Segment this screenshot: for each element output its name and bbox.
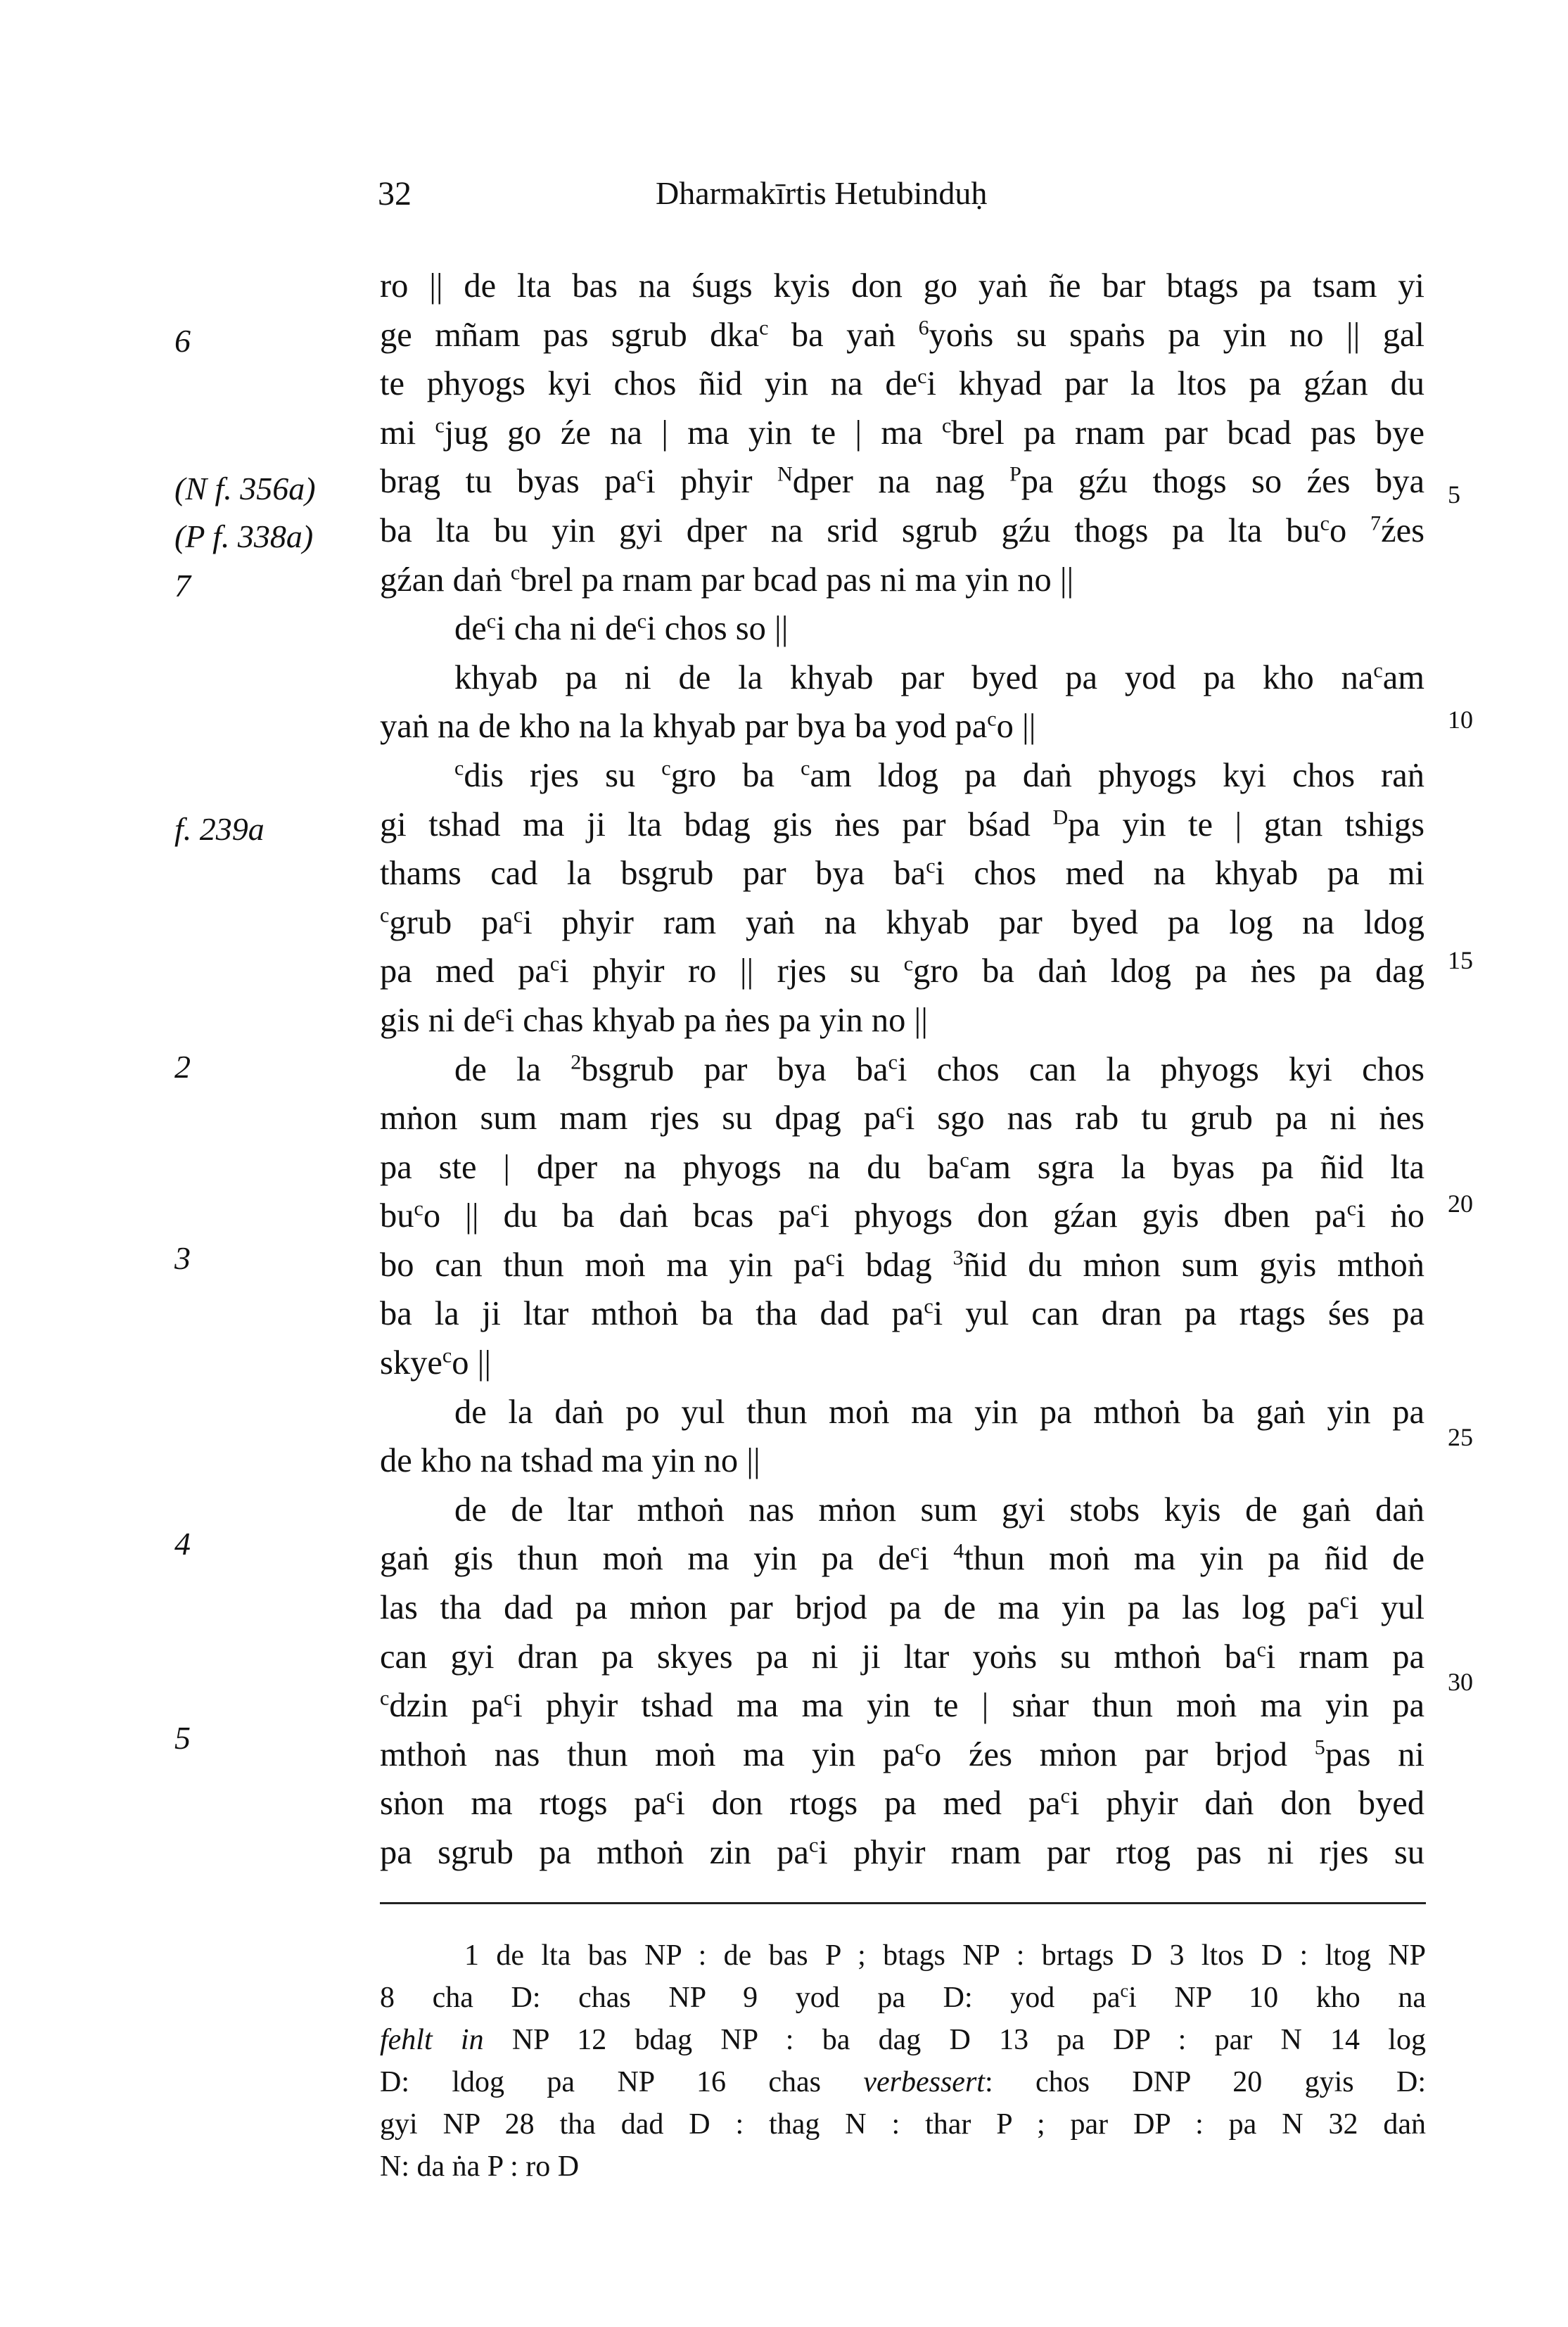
text-line: $de^ci$ cha ni $de^ci$ chos so || [454, 608, 789, 648]
text-line: pa med $pa^ci$ phyir ro || rjes su $^c$gro ba daṅ ldog pa ṅes pa dag [380, 951, 1424, 990]
margin-ref-5: 5 [174, 1720, 191, 1756]
line-number-10: 10 [1448, 706, 1473, 734]
footnote-line: D: ldog pa NP 16 chas verbessert: chos DNP 20 gyis D: [380, 2066, 1426, 2098]
margin-ref-6: 6 [174, 323, 191, 359]
text-line: gi tshad ma ji lta bdag gis ṅes par bśad $^D$pa yin te | gtan tshigs [380, 805, 1424, 843]
footnote-rule [380, 1902, 1426, 1904]
text-line: ro || de lta bas na śugs kyis don go yaṅ ñe bar btags pa tsam yi [380, 267, 1424, 305]
text-line: yaṅ na de kho na la khyab par bya ba yod $pa^co$ || [380, 706, 1036, 746]
text-line: de la $^2$bsgrub par bya $ba^ci$ chos can la phyogs kyi chos [454, 1049, 1424, 1088]
text-line: gis ni $de^ci$ chas khyab pa ṅes pa yin no || [380, 1000, 928, 1039]
text-line: khyab pa ni de la khyab par byed pa yod pa kho $na^cam$ [454, 658, 1424, 696]
text-line: ba la ji ltar mthoṅ ba tha dad $pa^ci$ yul can dran pa rtags śes pa [380, 1294, 1424, 1333]
margin-ref-pf338a: (P f. 338a) [174, 518, 314, 554]
line-number-30: 30 [1448, 1668, 1473, 1696]
footnote-line: 1 de lta bas NP : de bas P ; btags NP : brtags D 3 ltos D : ltog NP [464, 1939, 1426, 1972]
text-line: bo can thun moṅ ma yin $pa^ci$ bdag $^3$ñid du mṅon sum gyis mthoṅ [380, 1245, 1424, 1284]
text-line: $^c$grub $pa^ci$ phyir ram yaṅ na khyab par byed pa log na ldog [380, 903, 1424, 941]
text-line: skye$^c$o || [380, 1343, 492, 1382]
text-line: sṅon ma rtogs $pa^ci$ don rtogs pa med $pa^ci$ phyir daṅ don byed [380, 1783, 1424, 1823]
text-line: $^c$dzin $pa^ci$ phyir tshad ma ma yin te | sṅar thun moṅ ma yin pa [380, 1685, 1424, 1725]
footnote-line: N: da ṅa P : ro D [380, 2150, 580, 2183]
text-line: gaṅ gis thun moṅ ma yin pa $de^ci$ $^4$thun moṅ ma yin pa ñid de [380, 1538, 1424, 1578]
text-line: de kho na tshad ma yin no || [380, 1442, 760, 1480]
line-number-5: 5 [1448, 480, 1460, 509]
footnote-line: 8 cha D: chas NP 9 yod pa D: yod $pa^ci$ NP 10 kho na [380, 1980, 1426, 2014]
text-line: $^c$dis rjes su $^c$gro ba $^c$am ldog pa daṅ phyogs kyi chos raṅ [454, 756, 1424, 794]
text-line: de la daṅ po yul thun moṅ ma yin pa mthoṅ ba gaṅ yin pa [454, 1393, 1424, 1431]
page-number: 32 [378, 175, 412, 212]
line-number-15: 15 [1448, 946, 1473, 974]
text-line: te phyogs kyi chos ñid yin na $de^ci$ khyad par la ltos pa gźan du [380, 364, 1424, 403]
margin-ref-nf356a: (N f. 356a) [174, 471, 316, 506]
text-line: pa ste | dper na phyogs na du $ba^cam$ sgra la byas pa ñid lta [380, 1147, 1424, 1186]
footnote-line: fehlt in NP 12 bdag NP : ba dag D 13 pa DP : par N 14 log [380, 2024, 1426, 2056]
text-line: mi $^c$jug go źe na | ma yin te | ma $^c$brel pa rnam par bcad pas bye [380, 413, 1424, 452]
margin-ref-3: 3 [174, 1240, 191, 1276]
margin-ref-2: 2 [174, 1049, 191, 1085]
text-line: gźan daṅ $^c$brel pa rnam par bcad pas ni ma yin no || [380, 560, 1074, 599]
margin-ref-4: 4 [174, 1526, 191, 1562]
line-number-25: 25 [1448, 1423, 1473, 1451]
text-line: ba lta bu yin gyi dper na srid sgrub gźu thogs pa lta $bu^co$ $^7$źes [380, 511, 1424, 549]
main-text [380, 262, 1424, 1877]
margin-ref-7: 7 [174, 568, 191, 604]
text-line: pa sgrub pa mthoṅ zin $pa^ci$ phyir rnam par rtog pas ni rjes su [380, 1832, 1424, 1871]
margin-ref-f239a: f. 239a [174, 811, 264, 847]
footnotes [380, 1934, 1426, 2188]
text-line: thams cad la bsgrub par bya $ba^ci$ chos med na khyab pa mi [380, 853, 1424, 893]
text-line: ge mñam pas sgrub dka$^c$ ba yaṅ $^6$yoṅs su spaṅs pa yin no || gal [380, 315, 1424, 354]
text-line: $bu^co$ || du ba daṅ bcas $pa^ci$ phyogs don gźan gyis dben $pa^ci$ ṅo [380, 1196, 1424, 1235]
running-head: Dharmakīrtis Hetubinduḥ [656, 175, 988, 211]
text-line: de de ltar mthoṅ nas mṅon sum gyi stobs kyis de gaṅ daṅ [454, 1491, 1424, 1529]
text-line: mṅon sum mam rjes su dpag $pa^ci$ sgo nas rab tu grub pa ni ṅes [380, 1098, 1424, 1137]
text-line: brag tu byas $pa^ci$ phyir $^N$dper na nag $^P$pa gźu thogs so źes bya [380, 461, 1424, 501]
line-number-20: 20 [1448, 1190, 1473, 1218]
footnote-line: gyi NP 28 tha dad D : thag N : thar P ; par DP : pa N 32 daṅ [380, 2108, 1426, 2141]
text-line: mthoṅ nas thun moṅ ma yin $pa^co$ źes mṅon par brjod $^5$pas ni [380, 1735, 1424, 1773]
text-line: can gyi dran pa skyes pa ni ji ltar yoṅs su mthoṅ $ba^ci$ rnam pa [380, 1637, 1424, 1676]
text-line: las tha dad pa mṅon par brjod pa de ma yin pa las $\log pa^ci$ yul [380, 1588, 1424, 1627]
